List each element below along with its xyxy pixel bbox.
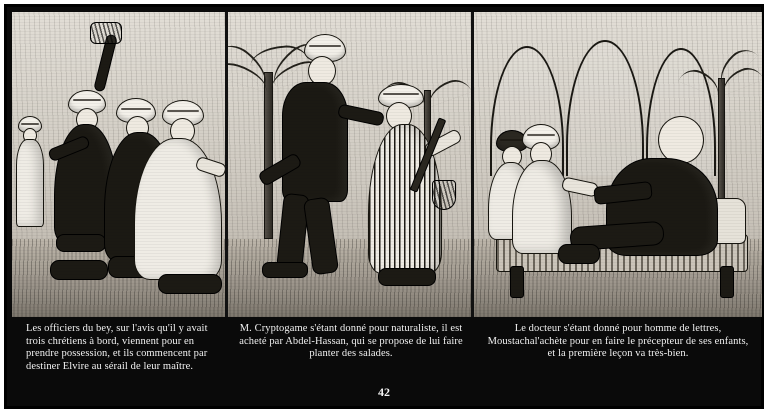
- caption-panel-1: Les officiers du bey, sur l'avis qu'il y avait trois chrétiens à bord, viennent pour en prendre possession, et ils commencent par destiner Elvire au sérail de leur maître.: [26, 323, 208, 372]
- panel-2-illustration: [228, 12, 474, 317]
- figure-foot: [378, 268, 436, 286]
- caption-row: [12, 319, 762, 389]
- palm-trunk: [264, 72, 273, 239]
- page-number: 42: [378, 385, 390, 399]
- held-object: [90, 22, 122, 44]
- divan-leg: [510, 266, 524, 298]
- panel-1-illustration: [12, 12, 228, 317]
- engraving-plate-frame: [4, 4, 764, 409]
- caption-panel-3: Le docteur s'étant donné pour homme de lettres, Moustachal'achète pour en faire le précepteur de ses enfants, et la première leçon va très-bien.: [487, 323, 749, 360]
- illustration-strip: [12, 12, 762, 317]
- palm-trunk: [718, 78, 725, 200]
- figure-robe: [512, 160, 572, 254]
- panel-3-illustration: [474, 12, 762, 317]
- spade-blade: [432, 180, 456, 210]
- divan-leg: [720, 266, 734, 298]
- figure-foot: [50, 260, 108, 280]
- figure-head: [658, 116, 704, 164]
- figure-foot: [262, 262, 308, 278]
- figure-foot: [558, 244, 600, 264]
- figure-foot: [158, 274, 222, 294]
- figure-robe: [16, 139, 44, 227]
- figure-leg: [56, 234, 106, 252]
- figure-coat: [282, 82, 348, 202]
- caption-panel-2: M. Cryptogame s'étant donné pour naturaliste, il est acheté par Abdel-Hassan, qui se propose de lui faire planter des salades.: [239, 323, 463, 360]
